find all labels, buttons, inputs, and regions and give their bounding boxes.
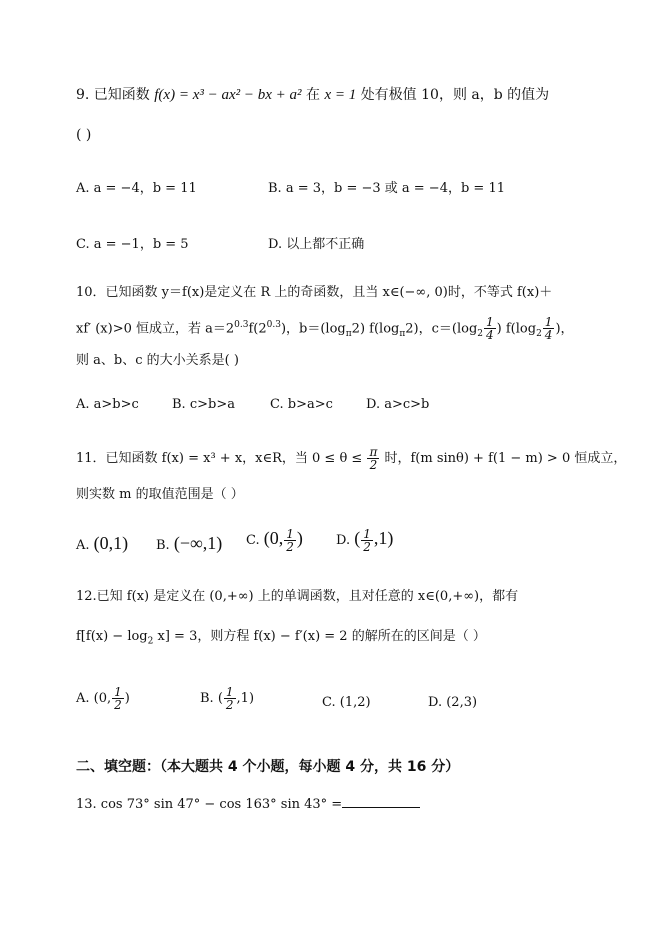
q10-text-a: xf′ (x)>0 恒成立，若 a＝2 bbox=[76, 321, 235, 337]
q12-a-post: ) bbox=[124, 691, 130, 706]
q11-d-num: 1 bbox=[363, 527, 371, 541]
q12-b-fraction bbox=[224, 686, 236, 711]
q10-line3: 则 a、b、c 的大小关系是( ) bbox=[76, 353, 239, 368]
q11-frac-den: 2 bbox=[369, 458, 378, 472]
q12-sub-a: 2 bbox=[147, 636, 154, 647]
q10-sup-b: 0.3 bbox=[266, 320, 281, 330]
q13-answer-blank[interactable] bbox=[342, 794, 420, 808]
q12-a-pre: (0, bbox=[93, 691, 112, 706]
q9-prefix: 9. 已知函数 bbox=[76, 87, 150, 103]
q11-c-pre: (0, bbox=[263, 528, 284, 548]
q9-mid: 在 bbox=[306, 87, 320, 103]
q13-text: 13. cos 73° sin 47° − cos 163° sin 43° = bbox=[76, 797, 343, 812]
q10-line1: 10．已知函数 y＝f(x)是定义在 R 上的奇函数，且当 x∈(−∞, 0)时，不等式 f(x)＋ bbox=[76, 285, 553, 300]
q11-option-d[interactable] bbox=[336, 528, 393, 553]
q11-option-a[interactable] bbox=[76, 534, 128, 555]
q9-option-a[interactable]: A. a = −4，b = 11 bbox=[76, 181, 197, 196]
q13-stem bbox=[76, 794, 420, 814]
q11-c-fraction bbox=[284, 528, 296, 553]
q12-text-a: f[f(x) − log bbox=[76, 629, 148, 644]
q9-option-b[interactable]: B. a = 3，b = −3 或 a = −4，b = 11 bbox=[268, 181, 505, 196]
q10-fraction-2 bbox=[543, 316, 555, 341]
q11-d-label: D. bbox=[336, 533, 351, 548]
q10-sub-d: π bbox=[399, 328, 406, 339]
q12-b-pre: ( bbox=[217, 691, 223, 706]
q9-option-c[interactable]: C. a = −1，b = 5 bbox=[76, 237, 189, 252]
q11-text-a: 11．已知函数 f(x) = x³ + x，x∈R，当 0 ≤ θ ≤ bbox=[76, 451, 363, 466]
q11-c-den: 2 bbox=[286, 540, 294, 554]
q12-line2 bbox=[76, 628, 486, 651]
q9-paren: ( ) bbox=[76, 127, 92, 143]
q10-frac1-den: 4 bbox=[486, 328, 494, 343]
q10-sub-f: 2 bbox=[536, 328, 542, 339]
q12-text-b: x] = 3，则方程 f(x) − f′(x) = 2 的解所在的区间是（ ） bbox=[153, 629, 486, 644]
q11-fraction bbox=[367, 446, 379, 471]
q12-b-den: 2 bbox=[225, 698, 234, 712]
q10-text-c: )，b＝(log bbox=[280, 321, 346, 337]
q11-frac-num: π bbox=[369, 445, 378, 459]
q10-option-b[interactable]: B. c>b>a bbox=[172, 397, 235, 412]
q11-c-num: 1 bbox=[286, 527, 294, 541]
q10-option-c[interactable]: C. b>a>c bbox=[270, 397, 333, 412]
q9-formula: f(x) = x³ − ax² − bx + a² bbox=[154, 87, 302, 103]
q11-line1 bbox=[76, 446, 626, 471]
q12-option-c[interactable]: C. (1,2) bbox=[322, 695, 371, 710]
q11-option-b[interactable] bbox=[156, 534, 222, 555]
q12-option-a[interactable] bbox=[76, 686, 130, 711]
q10-frac2-num: 1 bbox=[544, 315, 553, 330]
q12-option-d[interactable]: D. (2,3) bbox=[428, 695, 478, 710]
q10-text-e: 2)，c＝(log bbox=[405, 321, 478, 337]
q10-text-d: 2) f(log bbox=[351, 321, 400, 337]
q11-c-post: ) bbox=[296, 528, 303, 548]
q11-d-pre: ( bbox=[354, 528, 361, 548]
q10-frac1-num: 1 bbox=[486, 315, 494, 330]
q11-a-value: (0,1) bbox=[93, 533, 129, 553]
q12-a-num: 1 bbox=[114, 685, 122, 699]
q12-a-den: 2 bbox=[114, 698, 122, 712]
q9-suffix: 处有极值 10，则 a，b 的值为 bbox=[360, 87, 550, 103]
q10-sub-e: 2 bbox=[477, 328, 484, 339]
q11-line2: 则实数 m 的取值范围是（ ） bbox=[76, 487, 244, 502]
q12-b-post: ,1) bbox=[236, 691, 255, 706]
q11-d-post: ,1) bbox=[373, 528, 394, 548]
q10-option-d[interactable]: D. a>c>b bbox=[366, 397, 430, 412]
q12-a-fraction bbox=[112, 686, 124, 711]
q11-b-value: (−∞,1) bbox=[173, 533, 223, 553]
q12-b-label: B. bbox=[200, 691, 214, 706]
q10-line2 bbox=[76, 316, 574, 343]
q11-text-b: 时，f(m sinθ) + f(1 − m) > 0 恒成立， bbox=[384, 451, 627, 466]
q10-text-b: f(2 bbox=[248, 321, 267, 337]
q10-sup-a: 0.3 bbox=[234, 320, 249, 330]
q11-c-label: C. bbox=[246, 533, 260, 548]
q11-b-label: B. bbox=[156, 538, 170, 553]
q10-fraction-1 bbox=[484, 316, 496, 341]
q9-condition: x = 1 bbox=[324, 87, 357, 103]
q11-option-c[interactable] bbox=[246, 528, 303, 553]
q10-text-g: )， bbox=[555, 321, 574, 337]
q12-option-b[interactable] bbox=[200, 686, 254, 711]
q9-option-d[interactable]: D. 以上都不正确 bbox=[268, 237, 365, 252]
q12-line1: 12.已知 f(x) 是定义在 (0,+∞) 上的单调函数，且对任意的 x∈(0,+∞)，都有 bbox=[76, 589, 519, 604]
q10-text-f: ) f(log bbox=[496, 321, 537, 337]
q12-b-num: 1 bbox=[225, 685, 234, 699]
q10-sub-c: π bbox=[345, 328, 352, 339]
q11-a-label: A. bbox=[76, 538, 90, 553]
q10-frac2-den: 4 bbox=[544, 328, 553, 343]
q9-stem bbox=[76, 86, 549, 104]
q10-option-a[interactable]: A. a>b>c bbox=[76, 397, 139, 412]
q11-d-den: 2 bbox=[363, 540, 371, 554]
q12-a-label: A. bbox=[76, 691, 90, 706]
q11-d-fraction bbox=[361, 528, 373, 553]
section-heading: 二、填空题：（本大题共 4 个小题，每小题 4 分，共 16 分） bbox=[76, 759, 460, 775]
